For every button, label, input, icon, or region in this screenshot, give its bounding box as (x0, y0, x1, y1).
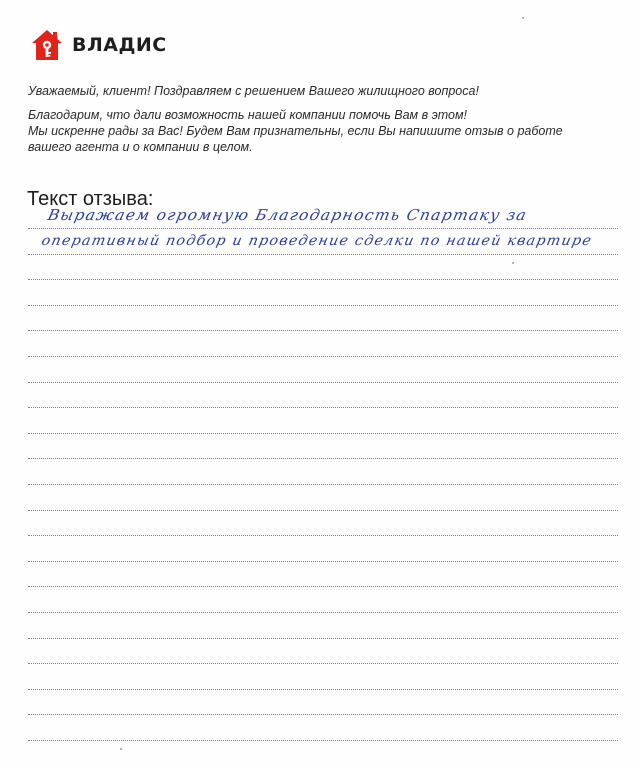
ruled-line (28, 356, 618, 357)
ruled-line (28, 254, 618, 255)
ruled-line (28, 663, 618, 664)
brand-name: ВЛАДИС (72, 34, 167, 56)
ruled-line (28, 330, 618, 331)
ruled-line (28, 612, 618, 613)
review-heading: Текст отзыва: (27, 188, 154, 210)
paper-speck (512, 262, 514, 264)
ruled-line (28, 228, 618, 229)
ruled-line (28, 638, 618, 639)
paper-speck (120, 748, 122, 750)
ruled-line (28, 407, 618, 408)
ruled-line (28, 382, 618, 383)
thanks-line-3: вашего агента и о компании в целом. (28, 140, 253, 154)
ruled-line (28, 689, 618, 690)
ruled-line (28, 458, 618, 459)
greeting-text: Уважаемый, клиент! Поздравляем с решением Вашего жилищного вопроса! (28, 84, 479, 98)
ruled-line (28, 305, 618, 306)
ruled-line (28, 433, 618, 434)
review-lines (28, 0, 618, 768)
ruled-line (28, 535, 618, 536)
ruled-line (28, 714, 618, 715)
paper-speck (522, 17, 524, 19)
thanks-line-2: Мы искренне рады за Вас! Будем Вам признательны, если Вы напишите отзыв о работе (28, 124, 563, 138)
handwritten-review-line-2: оперативный подбор и проведение сделки по нашей квартире (40, 233, 594, 249)
ruled-line (28, 279, 618, 280)
ruled-line (28, 586, 618, 587)
ruled-line (28, 484, 618, 485)
handwritten-review-line-1: Выражаем огромную Благодарность Спартаку за (46, 206, 530, 224)
thanks-line-1: Благодарим, что дали возможность нашей компании помочь Вам в этом! (28, 108, 468, 122)
ruled-line (28, 740, 618, 741)
ruled-line (28, 510, 618, 511)
ruled-line (28, 561, 618, 562)
